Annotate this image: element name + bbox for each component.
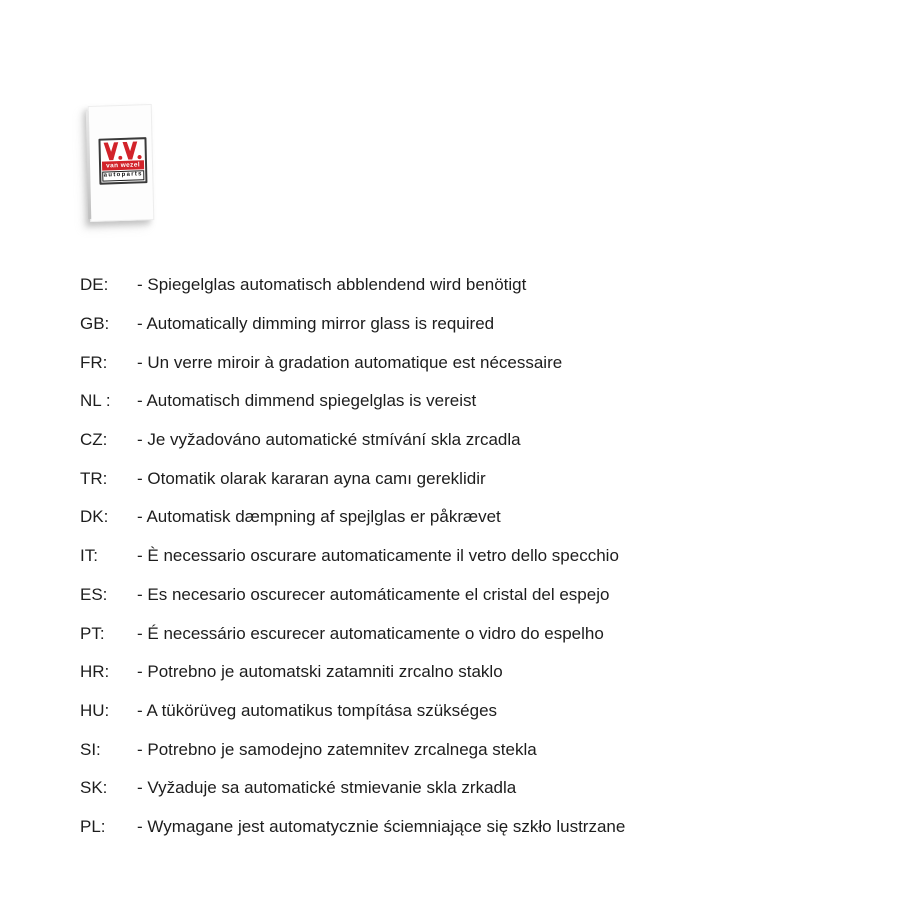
translation-row — [80, 305, 625, 344]
van-wezel-logo — [98, 137, 147, 184]
language-code: NL : — [80, 391, 111, 411]
translation-text: - Automatisch dimmend spiegelglas is vereist — [137, 391, 477, 411]
language-code: TR: — [80, 468, 108, 488]
translation-row — [80, 266, 625, 305]
translation-text: - Spiegelglas automatisch abblendend wird benötigt — [137, 275, 527, 295]
translation-row — [80, 692, 625, 731]
language-code: CZ: — [80, 430, 108, 450]
translation-row — [80, 459, 625, 498]
translation-row — [80, 537, 625, 576]
language-code: FR: — [80, 352, 108, 372]
language-code: ES: — [80, 584, 108, 604]
language-code: HR: — [80, 662, 110, 682]
language-code: DE: — [80, 275, 109, 295]
translation-text: - É necessário escurecer automaticamente o vidro do espelho — [137, 623, 604, 643]
translation-text: - Vyžaduje sa automatické stmievanie skla zrkadla — [137, 778, 517, 798]
translation-text: - Otomatik olarak kararan ayna camı gereklidir — [137, 468, 486, 488]
translation-row — [80, 382, 625, 421]
translation-text: - È necessario oscurare automaticamente il vetro dello specchio — [137, 546, 619, 566]
language-code: SK: — [80, 778, 108, 798]
translation-text: - A tükörüveg automatikus tompítása szükséges — [137, 700, 498, 720]
translation-row — [80, 576, 625, 615]
brand-name-band: van wezel — [102, 160, 144, 170]
translation-text: - Automatisk dæmpning af spejlglas er påkrævet — [137, 507, 501, 527]
translation-row — [80, 769, 625, 808]
translation-list — [80, 266, 625, 846]
translation-text: - Es necesario oscurecer automáticamente el cristal del espejo — [137, 584, 610, 604]
language-code: PT: — [80, 623, 105, 643]
translation-text: - Je vyžadováno automatické stmívání skla zrcadla — [137, 430, 521, 450]
language-code: DK: — [80, 507, 109, 527]
translation-text: - Wymagane jest automatycznie ściemniające się szkło lustrzane — [137, 816, 626, 836]
translation-row — [80, 343, 625, 382]
vw-monogram-icon — [104, 141, 142, 160]
language-code: GB: — [80, 314, 110, 334]
brand-autoparts-band: autoparts — [102, 170, 144, 181]
language-code: HU: — [80, 700, 110, 720]
translation-text: - Un verre miroir à gradation automatique est nécessaire — [137, 352, 563, 372]
brand-card — [88, 104, 155, 222]
translation-row — [80, 808, 625, 847]
translation-text: - Potrebno je samodejno zatemnitev zrcalnega stekla — [137, 739, 537, 759]
translation-text: - Potrebno je automatski zatamniti zrcalno staklo — [137, 662, 503, 682]
language-code: SI: — [80, 739, 101, 759]
translation-row — [80, 421, 625, 460]
translation-text: - Automatically dimming mirror glass is required — [137, 314, 495, 334]
translation-row — [80, 730, 625, 769]
language-code: PL: — [80, 816, 106, 836]
translation-row — [80, 498, 625, 537]
language-code: IT: — [80, 546, 98, 566]
translation-row — [80, 614, 625, 653]
translation-row — [80, 653, 625, 692]
